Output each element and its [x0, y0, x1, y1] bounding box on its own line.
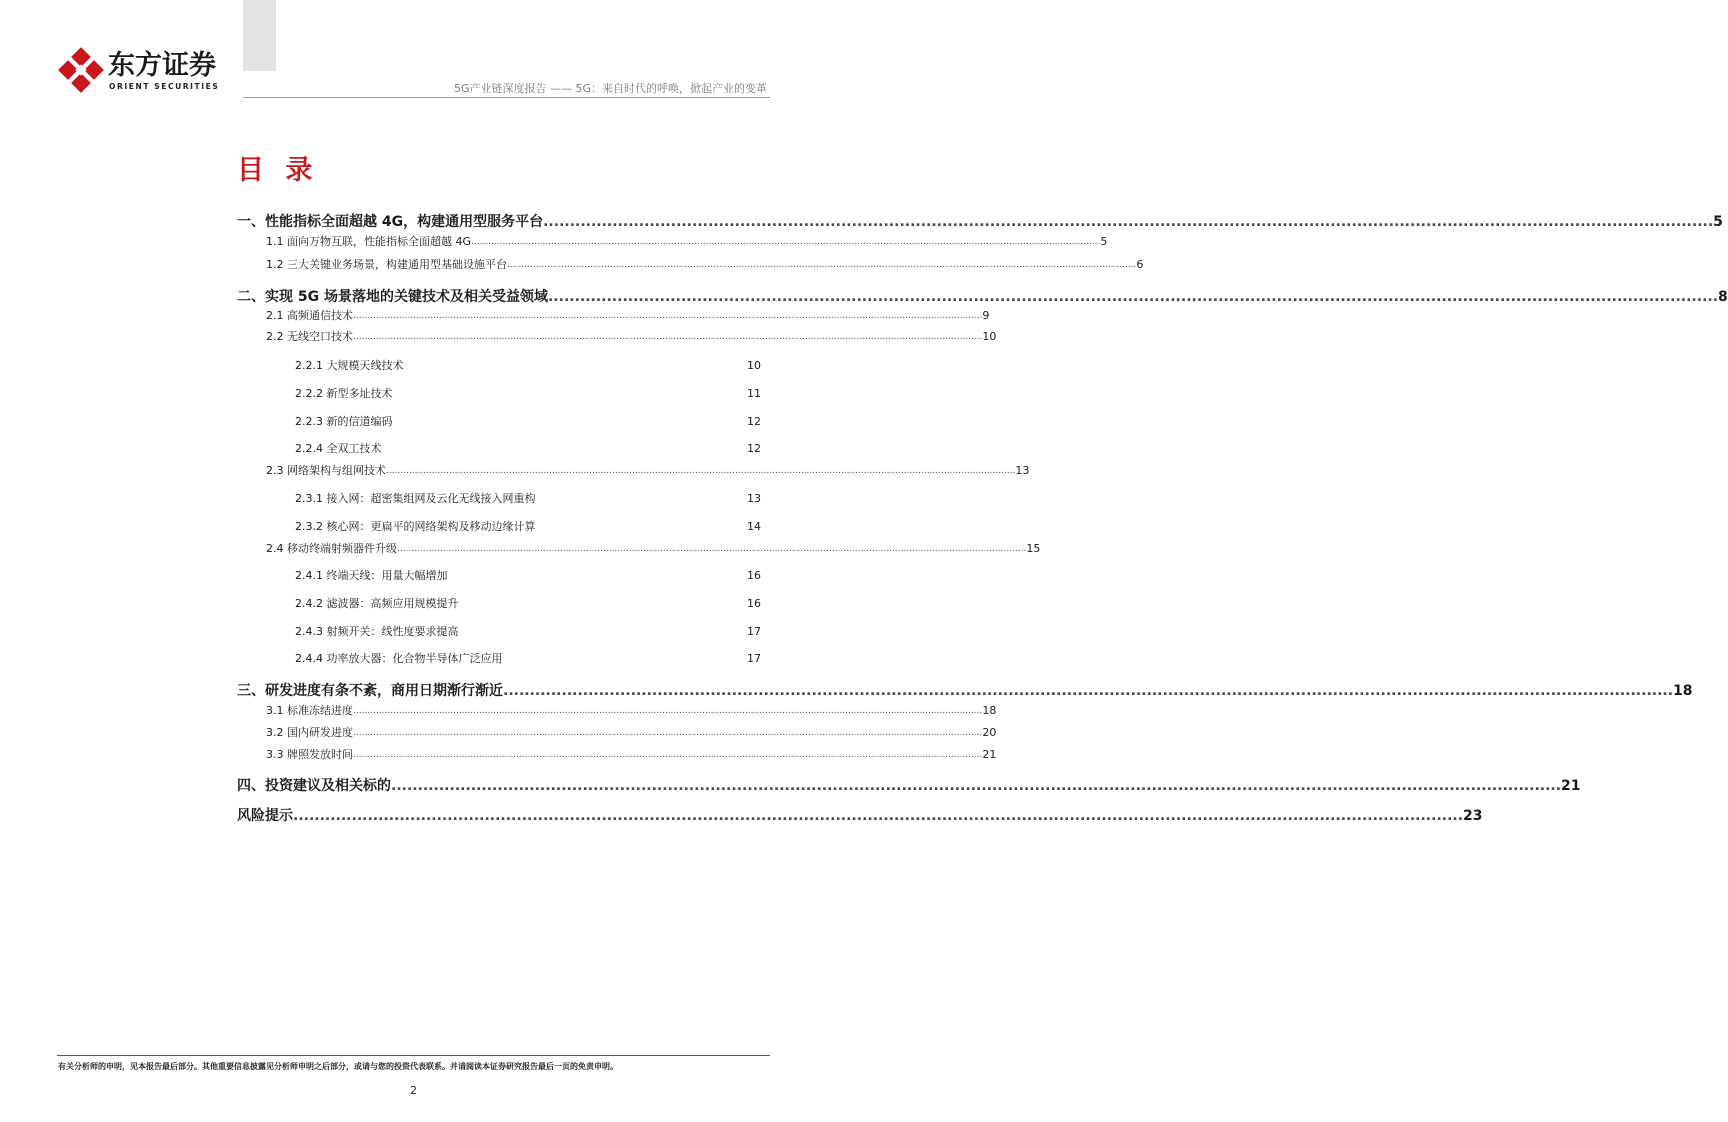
toc-dot-leader: ............................................................................................................................................................................................................................: [353, 706, 983, 716]
toc-entry-page-number: 13: [1015, 464, 1030, 477]
toc-entry-label: 2.1 高频通信技术: [266, 309, 353, 322]
toc-entry-page-number: 6: [1136, 258, 1144, 271]
toc-entry-label: 2.4.2 滤波器：高频应用规模提升: [295, 597, 459, 610]
toc-section-entry[interactable]: [266, 747, 997, 763]
toc-chapter-entry[interactable]: [237, 287, 1728, 307]
toc-subsection-entry[interactable]: [295, 358, 761, 374]
toc-dot-leader: ............................................................................................................................................................................................................................: [507, 260, 1137, 270]
toc-entry-label: 1.1 面向万物互联，性能指标全面超越 4G: [266, 235, 472, 248]
toc-entry-label: 2.3.1 接入网：超密集组网及云化无线接入网重构: [295, 492, 536, 505]
toc-entry-label: 2.4.3 射频开关：线性度要求提高: [295, 625, 459, 638]
toc-dot-leader: ............................................................................................................................................................................................................................: [353, 728, 983, 738]
toc-entry-page-number: 23: [1463, 808, 1483, 824]
toc-entry-page-number: 10: [747, 359, 761, 372]
toc-entry-label: 三、研发进度有条不紊，商用日期渐行渐近: [237, 683, 503, 699]
toc-section-entry[interactable]: [266, 329, 997, 345]
toc-section-entry[interactable]: [266, 463, 1030, 479]
toc-chapter-entry[interactable]: [237, 212, 1723, 232]
toc-dot-leader: ............................................................................................................................................................................................................................: [353, 311, 983, 321]
toc-entry-label: 一、性能指标全面超越 4G，构建通用型服务平台: [237, 214, 544, 230]
toc-entry-label: 2.2.3 新的信道编码: [295, 415, 393, 428]
toc-entry-page-number: 12: [747, 442, 761, 455]
toc-dot-leader: ............................................................................................................................................................................................................................: [503, 683, 1674, 699]
toc-subsection-entry[interactable]: [295, 651, 761, 667]
toc-dot-leader: ............................................................................................................................................................................................................................: [471, 237, 1101, 247]
toc-chapter-entry[interactable]: [237, 806, 1483, 826]
toc-chapter-entry[interactable]: [237, 776, 1581, 796]
toc-subsection-entry[interactable]: [295, 414, 761, 430]
toc-entry-label: 1.2 三大关键业务场景，构建通用型基础设施平台: [266, 258, 507, 271]
toc-entry-page-number: 17: [747, 652, 761, 665]
toc-dot-leader: ............................................................................................................................................................................................................................: [353, 750, 983, 760]
toc-entry-label: 2.3.2 核心网：更扁平的网络架构及移动边缘计算: [295, 520, 536, 533]
toc-section-entry[interactable]: [266, 234, 1108, 250]
toc-entry-page-number: 21: [982, 748, 997, 761]
toc-section-entry[interactable]: [266, 541, 1041, 557]
toc-entry-page-number: 18: [982, 704, 997, 717]
toc-entry-page-number: 21: [1561, 778, 1581, 794]
toc-subsection-entry[interactable]: [295, 624, 761, 640]
logo-chinese-name: 东方证券: [108, 50, 216, 81]
toc-dot-leader: ............................................................................................................................................................................................................................: [543, 214, 1714, 230]
toc-entry-label: 2.2.1 大规模天线技术: [295, 359, 404, 372]
toc-entry-label: 3.3 牌照发放时间: [266, 748, 353, 761]
page-number: 2: [410, 1084, 417, 1097]
toc-section-entry[interactable]: [266, 308, 990, 324]
toc-entry-label: 2.4 移动终端射频器件升级: [266, 542, 397, 555]
logo-english-name: ORIENT SECURITIES: [109, 82, 220, 91]
footer-divider: [57, 1055, 770, 1056]
toc-entry-label: 3.2 国内研发进度: [266, 726, 353, 739]
toc-entry-label: 2.3 网络架构与组网技术: [266, 464, 386, 477]
toc-entry-page-number: 16: [747, 569, 761, 582]
toc-entry-page-number: 5: [1100, 235, 1108, 248]
toc-section-entry[interactable]: [266, 725, 997, 741]
toc-section-entry[interactable]: [266, 257, 1144, 273]
toc-entry-page-number: 5: [1713, 214, 1723, 230]
toc-entry-label: 2.4.1 终端天线：用量大幅增加: [295, 569, 448, 582]
toc-entry-page-number: 11: [747, 387, 761, 400]
toc-entry-page-number: 17: [747, 625, 761, 638]
toc-entry-page-number: 9: [982, 309, 990, 322]
toc-entry-label: 3.1 标准冻结进度: [266, 704, 353, 717]
toc-entry-page-number: 8: [1718, 289, 1728, 305]
toc-dot-leader: ............................................................................................................................................................................................................................: [397, 544, 1027, 554]
toc-chapter-entry[interactable]: [237, 681, 1693, 701]
toc-entry-page-number: 13: [747, 492, 761, 505]
toc-entry-label: 2.2.2 新型多址技术: [295, 387, 393, 400]
toc-dot-leader: ............................................................................................................................................................................................................................: [293, 808, 1464, 824]
toc-entry-label: 风险提示: [237, 808, 293, 824]
toc-title: 目 录: [237, 155, 319, 186]
toc-dot-leader: ............................................................................................................................................................................................................................: [386, 466, 1016, 476]
toc-dot-leader: ............................................................................................................................................................................................................................: [391, 778, 1562, 794]
toc-entry-label: 四、投资建议及相关标的: [237, 778, 391, 794]
toc-entry-page-number: 14: [747, 520, 761, 533]
toc-entry-page-number: 20: [982, 726, 997, 739]
toc-entry-label: 二、实现 5G 场景落地的关键技术及相关受益领域: [237, 289, 548, 305]
toc-entry-page-number: 12: [747, 415, 761, 428]
toc-subsection-entry[interactable]: [295, 596, 761, 612]
toc-entry-label: 2.2.4 全双工技术: [295, 442, 382, 455]
toc-subsection-entry[interactable]: [295, 491, 761, 507]
toc-subsection-entry[interactable]: [295, 441, 761, 457]
toc-entry-label: 2.2 无线空口技术: [266, 330, 353, 343]
toc-subsection-entry[interactable]: [295, 519, 761, 535]
report-header-title: 5G产业链深度报告 —— 5G：来自时代的呼唤，掀起产业的变革: [453, 82, 767, 95]
toc-entry-label: 2.4.4 功率放大器：化合物半导体广泛应用: [295, 652, 503, 665]
toc-entry-page-number: 16: [747, 597, 761, 610]
toc-section-entry[interactable]: [266, 703, 997, 719]
toc-dot-leader: ............................................................................................................................................................................................................................: [353, 332, 983, 342]
toc-entry-page-number: 15: [1026, 542, 1041, 555]
toc-dot-leader: ............................................................................................................................................................................................................................: [547, 289, 1719, 305]
footer-disclaimer: 有关分析师的申明，见本报告最后部分。其他重要信息披露见分析师申明之后部分，或请与您的投资代表联系。并请阅读本证券研究报告最后一页的免责申明。: [58, 1062, 618, 1071]
toc-entry-page-number: 10: [982, 330, 997, 343]
toc-subsection-entry[interactable]: [295, 386, 761, 402]
toc-subsection-entry[interactable]: [295, 568, 761, 584]
toc-entry-page-number: 18: [1673, 683, 1693, 699]
